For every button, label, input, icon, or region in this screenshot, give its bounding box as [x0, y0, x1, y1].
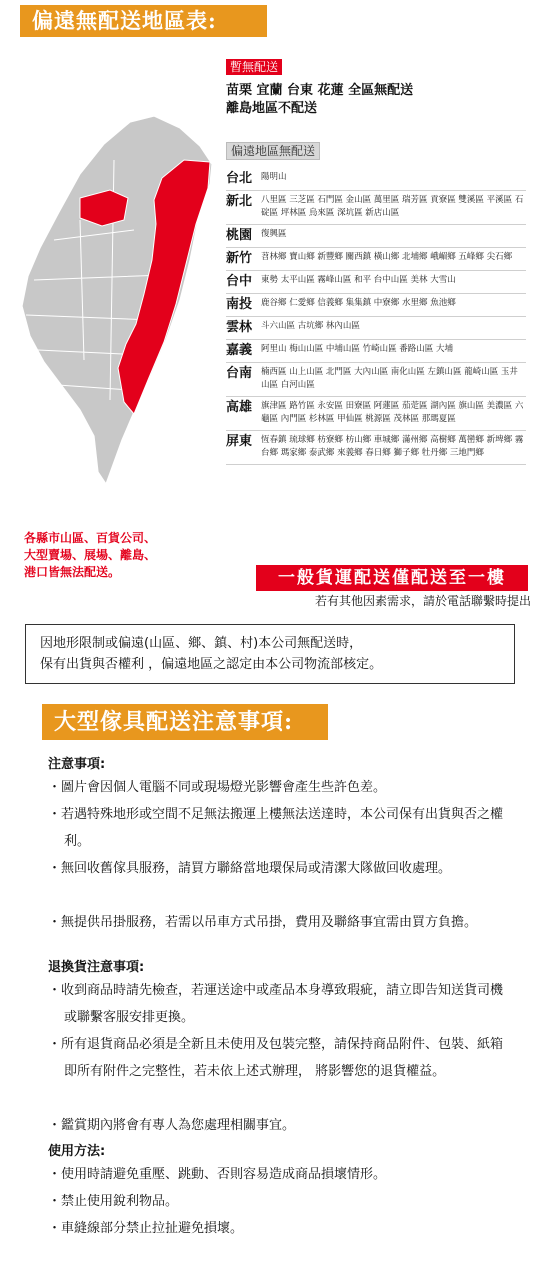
- remote-row: 高雄 旗津區 路竹區 永安區 田寮區 阿蓮區 茄萣區 湖內區 旗山區 美濃區 六龜區 內門區 杉林區 甲仙區 桃源區 茂林區 那瑪夏區: [226, 397, 526, 431]
- remote-row: 南投 鹿谷鄉 仁愛鄉 信義鄉 集集鎮 中寮鄉 水里鄉 魚池鄉: [226, 294, 526, 317]
- first-floor-only-banner: 一般貨運配送僅配送至一樓: [256, 565, 528, 591]
- remote-area-list: [226, 168, 526, 465]
- furniture-delivery-banner: 大型傢具配送注意事項:: [42, 704, 328, 740]
- remote-row: 台北 陽明山: [226, 168, 526, 191]
- remote-area-tag: 偏遠地區無配送: [226, 142, 320, 160]
- remote-row: 新竹 苕林鄉 寶山鄉 新豐鄉 關西鎮 橫山鄉 北埔鄉 峨嵋鄉 五峰鄉 尖石鄉: [226, 248, 526, 271]
- remote-row: 桃園 復興區: [226, 225, 526, 248]
- usage-item: ・禁止使用銳利物品。: [48, 1194, 179, 1209]
- no-delivery-text: 苗栗 宜蘭 台東 花蓮 全區無配送 離島地區不配送: [226, 83, 414, 116]
- notes-heading: 注意事項:: [48, 757, 106, 772]
- remote-area-banner: 偏遠無配送地區表:: [20, 5, 267, 37]
- remote-row: 新北 八里區 三芝區 石門區 金山區 萬里區 瑞芳區 貢寮區 雙溪區 平溪區 石碇區 坪林區 烏來區 深坑區 新店山區: [226, 191, 526, 225]
- usage-item: ・車縫線部分禁止拉扯避免損壞。: [48, 1221, 244, 1236]
- returns-item: ・收到商品時請先檢查，若運送途中或產品本身導致瑕疵，請立即告知送貨司機或聯繫客服安排更換。: [48, 983, 504, 1025]
- notes-item: ・無回收舊傢具服務，請買方聯絡當地環保局或清潔大隊做回收處理。: [48, 861, 452, 876]
- notes-item: ・若遇特殊地形或空間不足無法搬運上樓無法送達時，本公司保有出貨與否之權利。: [48, 807, 504, 849]
- no-delivery-places-note: 各縣市山區、百貨公司、 大型賣場、展場、離島、 港口皆無法配送。: [24, 531, 157, 579]
- notes-item: ・圖片會因個人電腦不同或現場燈光影響會產生些許色差。: [48, 780, 387, 795]
- returns-item: ・所有退貨商品必須是全新且未使用及包裝完整，請保持商品附件、包裝、紙箱即所有附件之完整性，若未依上述式辦理， 將影響您的退貨權益。: [48, 1037, 504, 1079]
- taiwan-map: [14, 100, 214, 500]
- usage-item: ・使用時請避免重壓、跳動、否則容易造成商品損壞情形。: [48, 1167, 387, 1182]
- remote-row: 雲林 斗六山區 古坑鄉 林內山區: [226, 317, 526, 340]
- returns-item: ・鑑賞期內將會有專人為您處理相關事宜。: [48, 1118, 296, 1133]
- no-delivery-tag: 暫無配送: [226, 59, 282, 75]
- remote-row: 台中 東勢 太平山區 霧峰山區 和平 台中山區 美林 大雪山: [226, 271, 526, 294]
- remote-row: 嘉義 阿里山 梅山山區 中埔山區 竹崎山區 番路山區 大埔: [226, 340, 526, 363]
- returns-heading: 退換貨注意事項:: [48, 960, 145, 975]
- remote-policy-notice: 因地形限制或偏遠(山區、鄉、鎮、村)本公司無配送時， 保有出貨與否權利 ，偏遠地區之認定由本公司物流部核定。: [25, 624, 515, 684]
- remote-row: 屏東 恆春鎮 琉球鄉 枋寮鄉 枋山鄉 車城鄉 滿州鄉 高樹鄉 萬巒鄉 新埤鄉 霧台鄉 瑪家鄉 泰武鄉 來義鄉 春日鄉 獅子鄉 牡丹鄉 三地門鄉: [226, 431, 526, 465]
- contact-note: 若有其他因素需求，請於電話聯繫時提出: [314, 594, 531, 608]
- notes-item: ・無提供吊掛服務，若需以吊車方式吊掛，費用及聯絡事宜需由買方負擔。: [48, 915, 478, 930]
- usage-heading: 使用方法:: [48, 1144, 106, 1159]
- remote-row: 台南 楠西區 山上山區 北門區 大內山區 南化山區 左鎮山區 龍崎山區 玉井山區 白河山區: [226, 363, 526, 397]
